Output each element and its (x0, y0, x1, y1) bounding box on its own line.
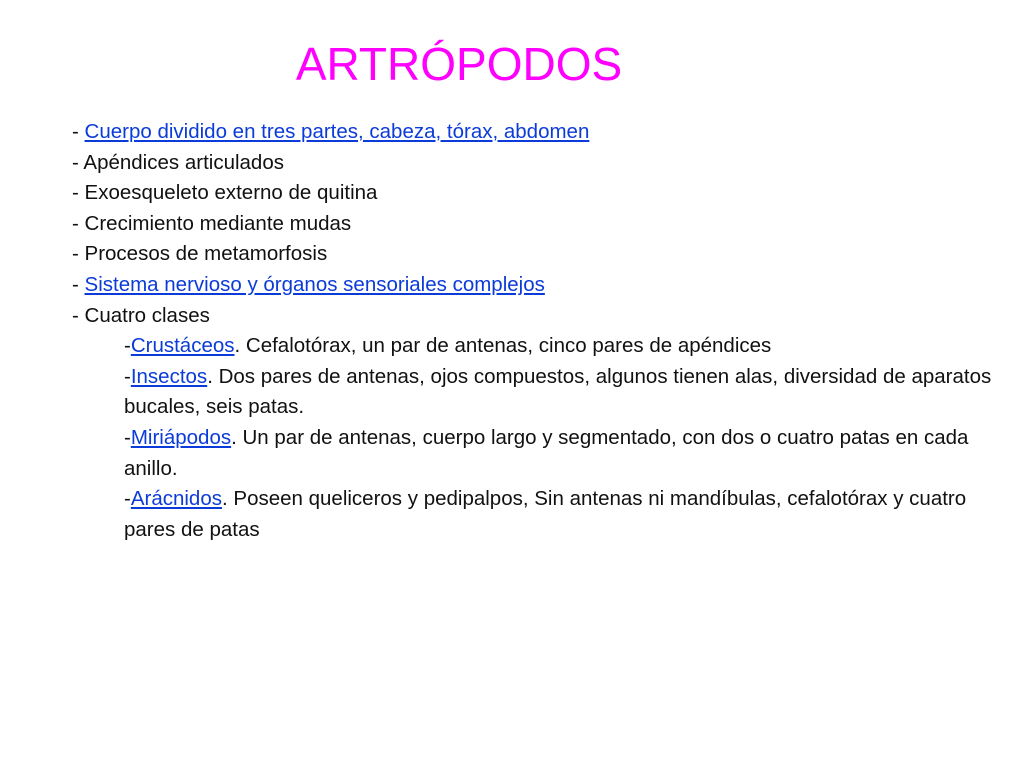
bullet-dash: - (72, 272, 85, 296)
bullet-dash: - (72, 150, 84, 174)
bullet-dash: - (124, 334, 131, 358)
bullet-dash: - (124, 425, 131, 449)
feature-text: Crecimiento mediante mudas (84, 211, 352, 235)
bullet-dash: - (72, 303, 85, 327)
class-item-arachnids (72, 484, 992, 545)
feature-line-molting (72, 209, 992, 240)
link-nervous-system[interactable]: Sistema nervioso y órganos sensoriales complejos (84, 272, 545, 296)
bullet-dash: - (72, 120, 85, 143)
class-description: . Un par de antenas, cuerpo largo y segmentado, con dos o cuatro patas en cada anillo. (124, 425, 969, 480)
feature-line-body (72, 117, 992, 148)
link-insectos[interactable]: Insectos (130, 364, 208, 388)
feature-line-exoskeleton (72, 178, 992, 209)
bullet-dash: - (124, 487, 131, 511)
class-item-insects (72, 362, 992, 423)
feature-line-nervous-system (72, 270, 992, 301)
feature-text: Cuatro clases (84, 303, 210, 327)
feature-text: Procesos de metamorfosis (84, 242, 328, 266)
feature-line-metamorphosis (72, 239, 992, 270)
class-item-crustaceans (72, 331, 992, 362)
feature-line-four-classes (72, 301, 992, 332)
slide-body (72, 117, 992, 545)
feature-line-appendages (72, 148, 992, 179)
link-body-parts[interactable]: Cuerpo dividido en tres partes, cabeza, tórax, abdomen (84, 120, 590, 143)
class-item-myriapods (72, 423, 992, 484)
link-aracnidos[interactable]: Arácnidos (130, 487, 222, 511)
bullet-dash: - (72, 181, 85, 205)
bullet-dash: - (72, 242, 85, 266)
class-description: . Poseen queliceros y pedipalpos, Sin antenas ni mandíbulas, cefalotórax y cuatro pares de patas (124, 487, 967, 541)
link-crustaceos[interactable]: Crustáceos (130, 334, 235, 358)
class-description: . Cefalotórax, un par de antenas, cinco pares de apéndices (234, 334, 772, 358)
class-description: . Dos pares de antenas, ojos compuestos, algunos tienen alas, diversidad de aparatos bucales, seis patas. (124, 364, 992, 419)
feature-text: Exoesqueleto externo de quitina (84, 181, 378, 205)
feature-text: Apéndices articulados (83, 150, 284, 174)
bullet-dash: - (124, 364, 131, 388)
bullet-dash: - (72, 211, 85, 235)
slide-title: ARTRÓPODOS (295, 38, 623, 90)
link-miriapodos[interactable]: Miriápodos (130, 425, 232, 449)
